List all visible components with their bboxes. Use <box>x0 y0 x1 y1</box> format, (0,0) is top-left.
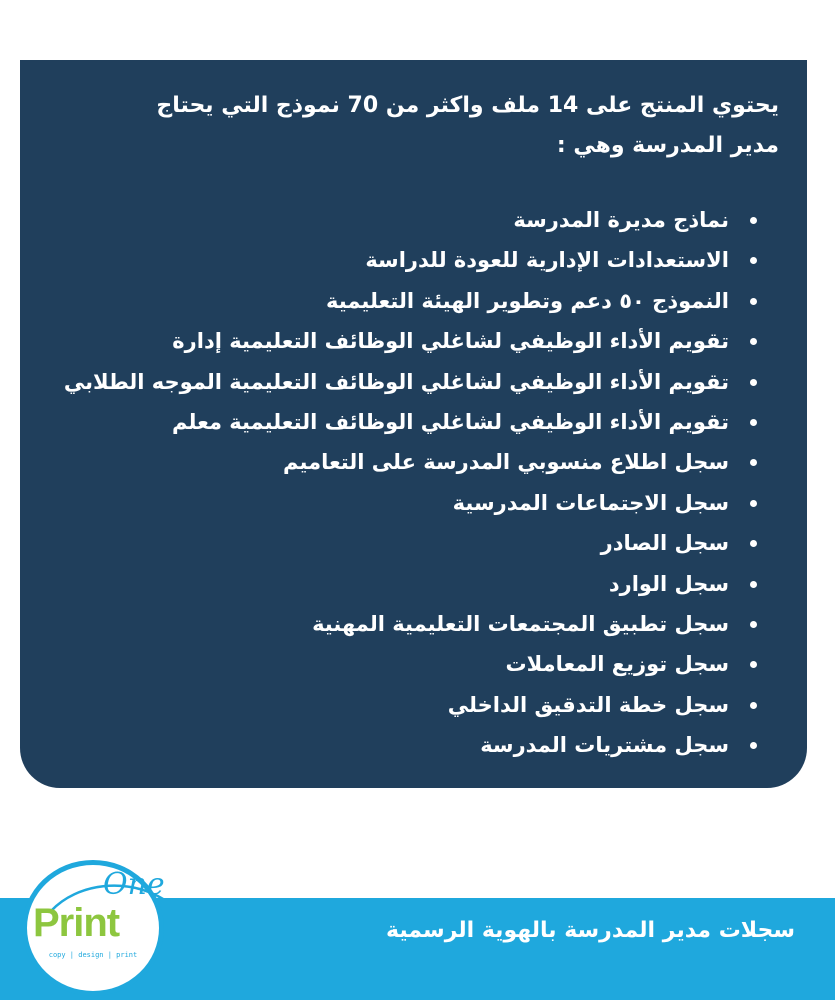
bullet-icon <box>750 702 757 709</box>
footer-title: سجلات مدير المدرسة بالهوية الرسمية <box>385 918 795 943</box>
list-item-label: تقويم الأداء الوظيفي لشاغلي الوظائف التعليمية الموجه الطلابي <box>63 369 729 394</box>
list-item <box>57 402 757 442</box>
list-item <box>57 442 757 482</box>
list-item-label: سجل الوارد <box>608 571 729 596</box>
brand-logo <box>22 860 164 996</box>
list-item-label: الاستعدادات الإدارية للعودة للدراسة <box>365 248 729 273</box>
list-item-label: سجل خطة التدقيق الداخلي <box>447 692 729 717</box>
list-item <box>57 725 757 765</box>
bullet-icon <box>750 338 757 345</box>
records-list <box>57 200 757 765</box>
list-item <box>57 483 757 523</box>
list-item <box>57 644 757 684</box>
logo-print-text: Print <box>33 901 120 945</box>
list-item-label: سجل الاجتماعات المدرسية <box>452 490 729 515</box>
bullet-icon <box>750 379 757 386</box>
list-item-label: سجل الصادر <box>600 531 729 556</box>
list-item <box>57 362 757 402</box>
list-item-label: النموذج ٥٠ دعم وتطوير الهيئة التعليمية <box>326 288 729 313</box>
intro-text: يحتوي المنتج على 14 ملف واكثر من 70 نموذج التي يحتاج مدير المدرسة وهي : <box>156 93 779 158</box>
list-item <box>57 523 757 563</box>
list-item-label: سجل اطلاع منسوبي المدرسة على التعاميم <box>283 450 729 475</box>
bullet-icon <box>750 217 757 224</box>
list-item-label: سجل مشتريات المدرسة <box>480 733 729 758</box>
bullet-icon <box>750 500 757 507</box>
list-item <box>57 321 757 361</box>
bullet-icon <box>750 742 757 749</box>
bullet-icon <box>750 298 757 305</box>
content-card <box>20 60 807 788</box>
bullet-icon <box>750 581 757 588</box>
bullet-icon <box>750 621 757 628</box>
bullet-icon <box>750 459 757 466</box>
list-item-label: نماذج مديرة المدرسة <box>513 208 729 232</box>
bullet-icon <box>750 540 757 547</box>
logo-one-text: One <box>103 867 165 902</box>
logo-tagline: copy | design | print <box>48 951 138 959</box>
bullet-icon <box>750 661 757 668</box>
list-item <box>57 281 757 321</box>
list-item-label: تقويم الأداء الوظيفي لشاغلي الوظائف التعليمية معلم <box>172 409 729 434</box>
list-item-label: سجل توزيع المعاملات <box>505 652 729 677</box>
list-item <box>57 604 757 644</box>
list-item <box>57 564 757 604</box>
list-item <box>57 240 757 280</box>
bullet-icon <box>750 257 757 264</box>
list-item <box>57 685 757 725</box>
bullet-icon <box>750 419 757 426</box>
list-item-label: تقويم الأداء الوظيفي لشاغلي الوظائف التعليمية إدارة <box>172 329 729 354</box>
list-item <box>57 200 757 240</box>
list-item-label: سجل تطبيق المجتمعات التعليمية المهنية <box>312 611 729 636</box>
